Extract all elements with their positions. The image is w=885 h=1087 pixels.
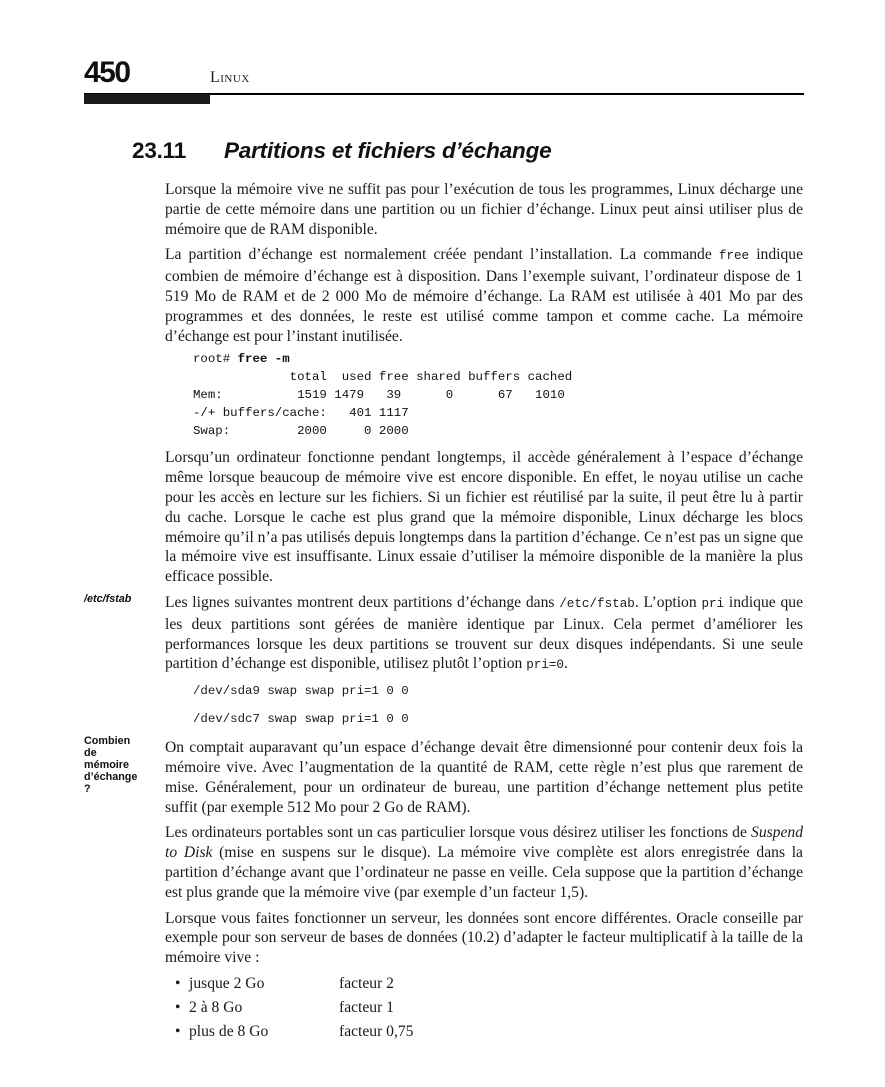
text-run: indique combien de mémoire d’échange est à disposition. Dans l’exemple suivant, l’ordinateur dispose de 1 519 Mo de RAM et de 2 000 Mo de mémoire d’échange. La RAM est utilisée à 401 Mo par des programmes et des données, le reste est utilisé comme tampon et comme cache. La mémoire d’échange est pour l’instant inutilisée.: [165, 246, 803, 345]
paragraph-free: [165, 245, 803, 346]
running-head: Linux: [210, 69, 250, 86]
inline-code-pri: pri: [701, 596, 725, 611]
list-item-factor: facteur 2: [339, 974, 394, 992]
inline-code-pri0: pri=0: [526, 658, 564, 673]
emphasis-suspend: Suspend to Disk: [165, 824, 803, 862]
margin-note-fstab: /etc/fstab: [84, 593, 132, 605]
list-item-range: 2 à 8 Go: [189, 998, 243, 1016]
paragraph-swap-size: On comptait auparavant qu’un espace d’échange devait être dimensionné pour contenir deux fois la mémoire vive. Avec l’augmentation de la quantité de RAM, cette règle n’est plus que rarement de mise. Généralement, pour un ordinateur de bureau, une partition d’échange nettement plus petite suffit (par exemple 512 Mo pour 2 Go de RAM).: [165, 739, 803, 816]
list-item-factor: facteur 0,75: [339, 1022, 414, 1040]
text-run: La partition d’échange est normalement créée pendant l’installation. La commande: [165, 246, 719, 264]
margin-note-swap-size: Combien de mémoire d’échange ?: [84, 735, 138, 795]
code-line-fstab-2: /dev/sdc7 swap swap pri=1 0 0: [193, 712, 409, 727]
text-run: Les lignes suivantes montrent deux partitions d’échange dans: [165, 593, 560, 611]
code-output: total used free shared buffers cached Mem: 1519 1479 39 0 67 1010 -/+ buffers/cache: 401 1117 Swap: 2000 0 2000: [193, 370, 573, 439]
page-header: [84, 52, 804, 104]
text-run: . L’option: [634, 593, 702, 611]
text-run: .: [563, 655, 568, 673]
bullet-icon: •: [175, 998, 181, 1016]
paragraph-server: Lorsque vous faites fonctionner un serveur, les données sont encore différentes. Oracle conseille par exemple pour son serveur de bases de données (10.2) d’adapter le facteur multiplicatif à la taille de la mémoire vive :: [165, 909, 803, 967]
code-block-free: [193, 350, 803, 440]
text-run: (mise en suspens sur le disque). La mémoire vive complète est alors enregistrée dans la partition d’échange avant que l’ordinateur ne passe en veille. Cela suppose que la partition d’échange est plus grande que la mémoire vive (par exemple d’un facteur 1,5).: [165, 844, 803, 901]
code-line-fstab-1: /dev/sda9 swap swap pri=1 0 0: [193, 684, 409, 699]
list-item-range: jusque 2 Go: [189, 974, 265, 992]
paragraph-cache: Lorsqu’un ordinateur fonctionne pendant longtemps, il accède généralement à l’espace d’échange même lorsque beaucoup de mémoire vive est encore disponible. En effet, le noyau utilise un cache pour les accès en lecture sur les fichiers. Si un fichier est réutilisé par la suite, il peut être lu à partir du cache. Lorsque le cache est plus grand que la mémoire disponible, Linux décharge les blocs mémoire qu’il n’a pas utilisés depuis longtemps dans la partition d’échange. Ce n’est pas un signe que la mémoire vive est insuffisante. Linux essaie d’utiliser la mémoire disponible de la manière la plus efficace possible.: [165, 449, 803, 586]
text-run: indique que les deux partitions sont gérées de manière identique par Linux. Cela permet d’améliorer les performances lorsque les deux partitions se trouvent sur deux disques indépendants. Si une seule partition d’échange est disponible, utilisez plutôt l’option: [165, 593, 803, 673]
text-run: Les ordinateurs portables sont un cas particulier lorsque vous désirez utiliser les fonctions de: [165, 824, 752, 842]
list-item-factor: facteur 1: [339, 998, 394, 1016]
paragraph-fstab: [165, 593, 803, 676]
list-item-range: plus de 8 Go: [189, 1022, 269, 1040]
header-rule-thick: [84, 94, 210, 104]
list-item: [175, 996, 803, 1020]
inline-code-fstab: /etc/fstab: [559, 596, 635, 611]
paragraph-intro: Lorsque la mémoire vive ne suffit pas pour l’exécution de tous les programmes, Linux décharge une partie de cette mémoire dans une partition ou un fichier d’échange. Linux peut ainsi utiliser plus de mémoire que de RAM disponible.: [165, 181, 803, 238]
code-prompt: root#: [193, 352, 238, 367]
factor-list: [175, 972, 803, 1044]
section-title: [132, 138, 551, 164]
list-item: [175, 972, 803, 996]
list-item: [175, 1020, 803, 1044]
body-text: [165, 180, 803, 1044]
inline-code-free: free: [718, 249, 750, 264]
paragraph-laptop: [165, 823, 803, 902]
section-number: 23.11: [132, 138, 187, 163]
bullet-icon: •: [175, 974, 181, 992]
code-command: free -m: [237, 352, 290, 367]
page-number: 450: [84, 56, 130, 89]
section-title-text: Partitions et fichiers d’échange: [224, 138, 552, 163]
bullet-icon: •: [175, 1022, 181, 1040]
